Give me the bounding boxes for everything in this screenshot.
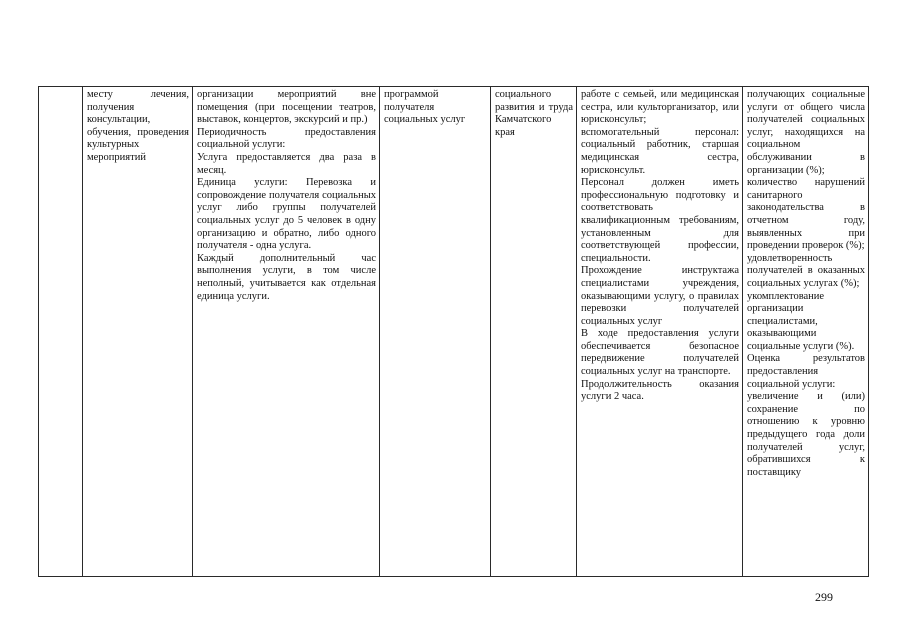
col-timing [380,87,491,577]
safety-text: В ходе предоставления услуги обеспечивается безопасное передвижение получателей социальных услуг на транспорте. [581,328,739,378]
col-service-description [193,87,380,577]
evaluation-text: увеличение и (или) сохранение по отношению к уровню предыдущего года доли получателей услуг, обратившихся к поставщику [747,391,865,478]
table-row [39,87,869,577]
col-conditions [577,87,743,577]
staff-text: работе с семьей, или медицинская сестра, или культорганизатор, или юрисконсульт; [581,89,739,126]
indicator-satisfaction-text: удовлетворенность получателей в оказанных социальных услугах (%); [747,252,865,289]
periodicity-text: Услуга предоставляется два раза в месяц. [197,151,376,176]
col-quality-indicators [743,87,869,577]
description-text: организации мероприятий вне помещения (при посещении театров, выставок, концертов, экскурсий и пр.) [197,89,376,126]
qualification-text: Персонал должен иметь профессиональную подготовку и соответствовать квалификационным требованиям, установленным для соответствующей профессии, специальности. [581,177,739,264]
extra-hour-text: Каждый дополнительный час выполнения услуги, в том числе неполный, учитывается как отдельная единица услуги. [197,252,376,302]
indicator-staffing-text: укомплектование организации специалистами, оказывающими социальные услуги (%). [747,290,855,352]
authority-text: социального развития и труда Камчатского края [495,89,573,138]
periodicity-heading: Периодичность предоставления социальной услуги: [197,126,376,151]
duration-text: Продолжительность оказания услуги 2 часа. [581,378,739,403]
indicator-share-text: получающих социальные услуги от общего числа получателей социальных услуг, находящихся на социальном обслуживании в организации (%); [747,89,865,176]
auxiliary-staff-text: вспомогательный персонал: социальный работник, старшая медицинская сестра, юрисконсульт. [581,126,739,176]
unit-text: Единица услуги: Перевозка и сопровождение получателя социальных услуг либо группы получателей социальных услуг до 5 человек в одну организацию и обратно, либо одного получателя - одна услуга. [197,177,376,252]
evaluation-heading: Оценка результатов предоставления социальной услуги: [747,353,865,390]
col-tariff-authority [491,87,577,577]
service-name-text: месту лечения, получения консультации, обучения, проведения культурных мероприятий [87,89,189,163]
timing-text: программой получателя социальных услуг [384,89,466,126]
page-number: 299 [815,590,833,604]
instruction-text: Прохождение инструктажа специалистами учреждения, оказывающими услугу, о правилах перевозки получателей социальных услуг [581,265,739,327]
col-number [39,87,83,577]
services-table [38,86,869,577]
col-service-name [83,87,193,577]
indicator-violations-text: количество нарушений санитарного законодательства в отчетном году, выявленных при проведении проверок (%); [747,177,865,252]
